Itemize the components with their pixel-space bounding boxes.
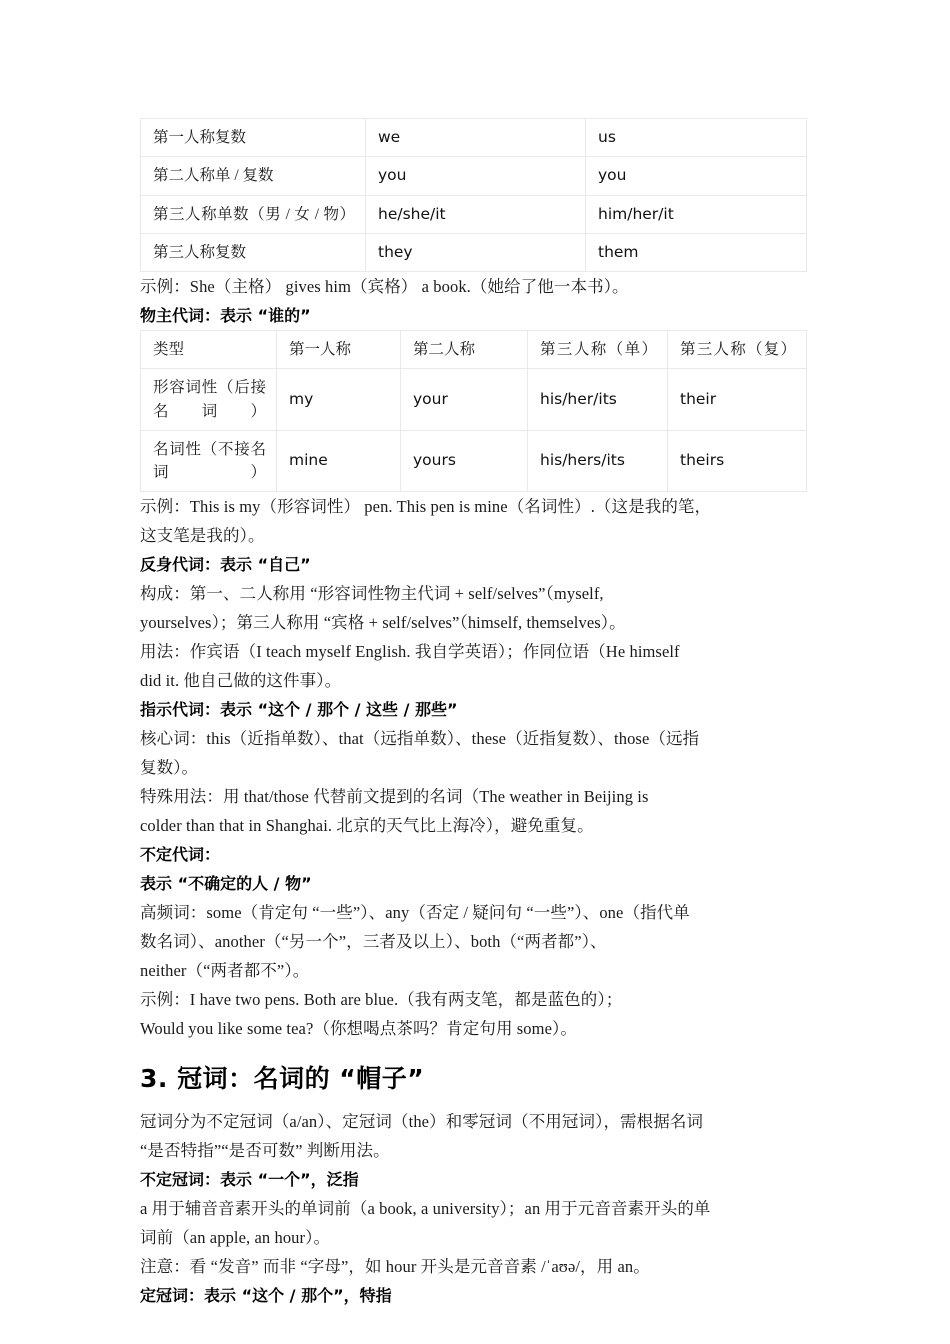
indefinite-pronoun-heading: 不定代词： bbox=[140, 845, 221, 865]
possessive-example-line-2: 这支笔是我的）。 bbox=[140, 526, 265, 546]
possessive-type-cell: 形容词性（后接名词） bbox=[141, 369, 277, 431]
column-header-third-person-singular: 第三人称（单） bbox=[528, 331, 668, 369]
object-form-cell: him/her/it bbox=[586, 195, 807, 233]
demonstrative-core-line-1: 核心词：this（近指单数）、that（远指单数）、these（近指复数）、those（远指 bbox=[140, 729, 700, 749]
indefinite-article-heading: 不定冠词：表示 “一个”，泛指 bbox=[140, 1170, 359, 1190]
personal-pronoun-table bbox=[140, 118, 807, 272]
possessive-second-cell: your bbox=[401, 369, 528, 431]
pronoun-type-cell: 第二人称单 / 复数 bbox=[141, 157, 366, 195]
possessive-pronoun-table bbox=[140, 330, 807, 492]
pronoun-type-cell: 第一人称复数 bbox=[141, 119, 366, 157]
demonstrative-special-line-2: colder than that in Shanghai. 北京的天气比上海冷），避免重复。 bbox=[140, 816, 594, 836]
object-form-cell: you bbox=[586, 157, 807, 195]
demonstrative-core-line-2: 复数）。 bbox=[140, 758, 199, 778]
reflexive-usage-line-1: 用法：作宾语（I teach myself English. 我自学英语）；作同位语（He himself bbox=[140, 642, 680, 662]
column-header-third-person-plural: 第三人称（复） bbox=[668, 331, 807, 369]
article-intro-line-2: “是否特指”“是否可数” 判断用法。 bbox=[140, 1141, 390, 1161]
possessive-example-line-1: 示例：This is my（形容词性） pen. This pen is mine（名词性）.（这是我的笔， bbox=[140, 497, 712, 517]
column-header-first-person: 第一人称 bbox=[277, 331, 401, 369]
indefinite-high-freq-line-2: 数名词）、another（“另一个”，三者及以上）、both（“两者都”）、 bbox=[140, 932, 607, 952]
table-row bbox=[141, 369, 807, 431]
column-header-type: 类型 bbox=[141, 331, 277, 369]
article-intro-line-1: 冠词分为不定冠词（a/an）、定冠词（the）和零冠词（不用冠词），需根据名词 bbox=[140, 1112, 704, 1132]
possessive-first-cell: mine bbox=[277, 430, 401, 492]
reflexive-formation-line-1: 构成：第一、二人称用 “形容词性物主代词 + self/selves”（myself, bbox=[140, 584, 604, 604]
indefinite-article-line-2: 词前（an apple, an hour）。 bbox=[140, 1228, 331, 1248]
table-row bbox=[141, 195, 807, 233]
pronoun-type-cell: 第三人称复数 bbox=[141, 233, 366, 271]
indefinite-high-freq-line-3: neither（“两者都不”）。 bbox=[140, 961, 310, 981]
subject-form-cell: he/she/it bbox=[366, 195, 586, 233]
possessive-second-cell: yours bbox=[401, 430, 528, 492]
table-row bbox=[141, 119, 807, 157]
possessive-third-pl-cell: theirs bbox=[668, 430, 807, 492]
pronoun-type-cell: 第三人称单数（男 / 女 / 物） bbox=[141, 195, 366, 233]
personal-pronoun-example: 示例：She（主格） gives him（宾格） a book.（她给了他一本书）。 bbox=[140, 277, 629, 296]
table-header-row bbox=[141, 331, 807, 369]
article-section-title: 3. 冠词：名词的 “帽子” bbox=[140, 1064, 425, 1094]
table-row bbox=[141, 157, 807, 195]
article-note-line: 注意：看 “发音” 而非 “字母”，如 hour 开头是元音音素 /ˈaʊə/，用 an。 bbox=[140, 1257, 650, 1277]
indefinite-article-line-1: a 用于辅音音素开头的单词前（a book, a university）；an 用于元音音素开头的单 bbox=[140, 1199, 711, 1219]
document-content bbox=[140, 118, 810, 1310]
possessive-third-sg-cell: his/her/its bbox=[528, 369, 668, 431]
definite-article-heading: 定冠词：表示 “这个 / 那个”，特指 bbox=[140, 1286, 392, 1306]
possessive-pronoun-heading: 物主代词：表示 “谁的” bbox=[140, 306, 311, 325]
object-form-cell: them bbox=[586, 233, 807, 271]
column-header-second-person: 第二人称 bbox=[401, 331, 528, 369]
possessive-first-cell: my bbox=[277, 369, 401, 431]
table-row bbox=[141, 430, 807, 492]
indefinite-pronoun-subheading: 表示 “不确定的人 / 物” bbox=[140, 874, 312, 894]
object-form-cell: us bbox=[586, 119, 807, 157]
subject-form-cell: they bbox=[366, 233, 586, 271]
table-row bbox=[141, 233, 807, 271]
demonstrative-pronoun-heading: 指示代词：表示 “这个 / 那个 / 这些 / 那些” bbox=[140, 700, 458, 720]
possessive-third-pl-cell: their bbox=[668, 369, 807, 431]
reflexive-pronoun-heading: 反身代词：表示 “自己” bbox=[140, 555, 311, 575]
subject-form-cell: you bbox=[366, 157, 586, 195]
reflexive-formation-line-2: yourselves）；第三人称用 “宾格 + self/selves”（himself, themselves）。 bbox=[140, 613, 626, 633]
reflexive-usage-line-2: did it. 他自己做的这件事）。 bbox=[140, 671, 342, 691]
possessive-third-sg-cell: his/hers/its bbox=[528, 430, 668, 492]
indefinite-example-line-2: Would you like some tea?（你想喝点茶吗？肯定句用 some）。 bbox=[140, 1019, 577, 1039]
possessive-type-cell: 名词性（不接名词） bbox=[141, 430, 277, 492]
indefinite-example-line-1: 示例：I have two pens. Both are blue.（我有两支笔，都是蓝色的）； bbox=[140, 990, 623, 1010]
demonstrative-special-line-1: 特殊用法：用 that/those 代替前文提到的名词（The weather in Beijing is bbox=[140, 787, 649, 807]
subject-form-cell: we bbox=[366, 119, 586, 157]
indefinite-high-freq-line-1: 高频词：some（肯定句 “一些”）、any（否定 / 疑问句 “一些”）、one（指代单 bbox=[140, 903, 690, 923]
